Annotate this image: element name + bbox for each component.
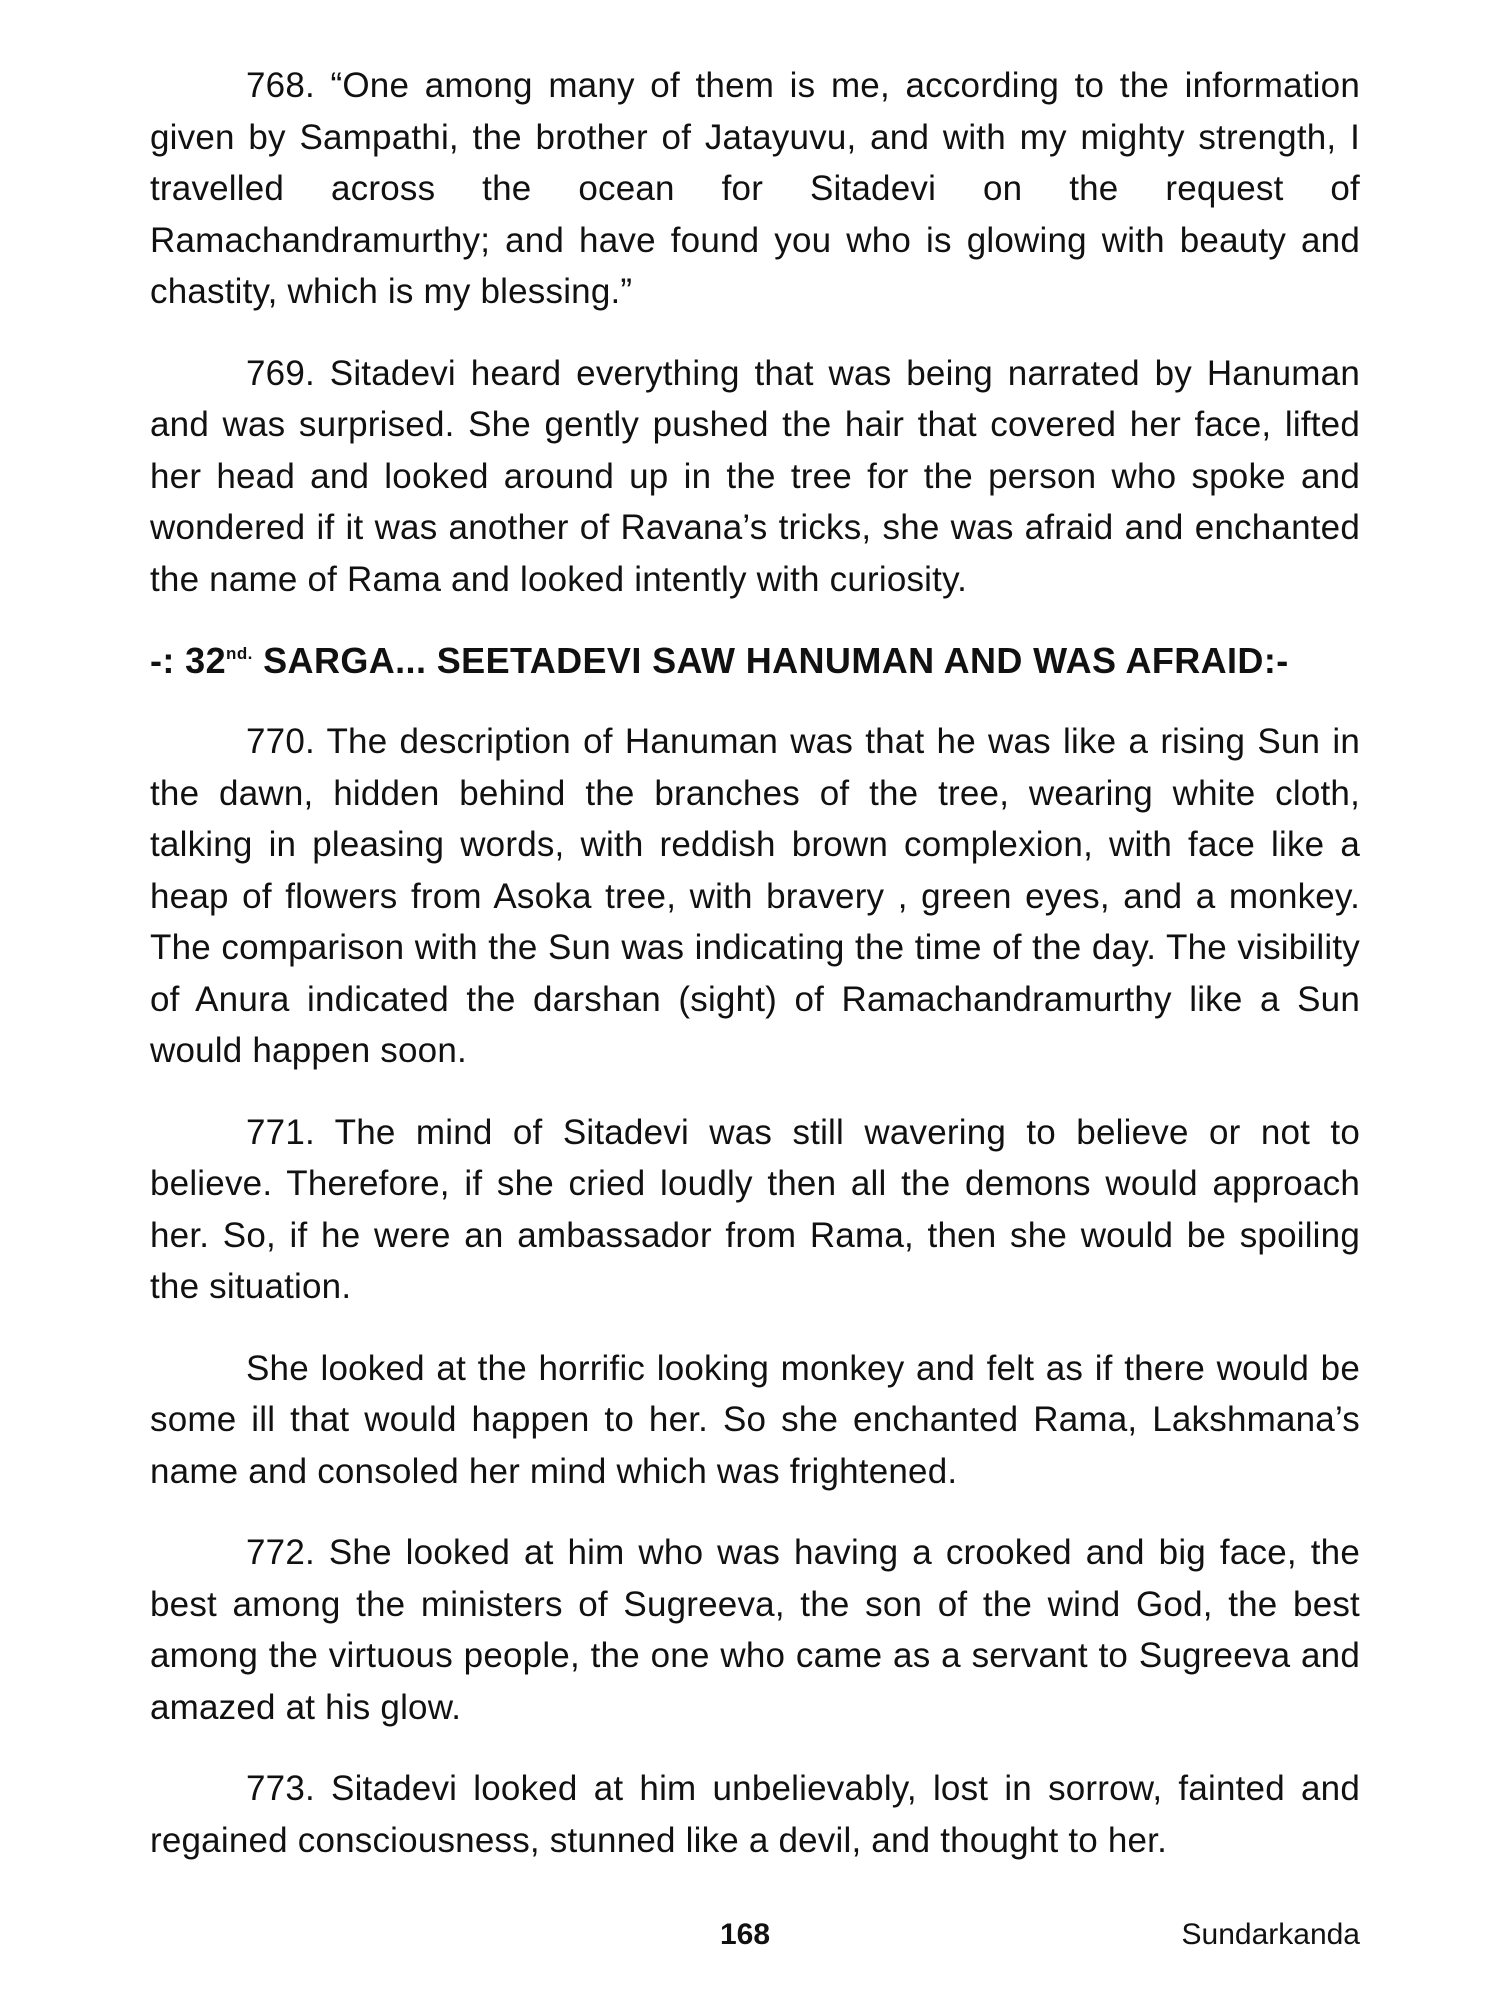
- sarga-heading: [150, 635, 1360, 686]
- paragraph-769: 769. Sitadevi heard everything that was being narrated by Hanuman and was surprised. She gently pushed the hair that covered her face, lifted her head and looked around up in the tree for the person who spoke and wondered if it was another of Ravana’s tricks, she was afraid and enchanted the name of Rama and looked intently with curiosity.: [150, 353, 1360, 599]
- heading-superscript: nd.: [226, 644, 253, 663]
- book-title: Sundarkanda: [1181, 1918, 1360, 1951]
- paragraph-771: 771. The mind of Sitadevi was still wavering to believe or not to believe. Therefore, if she cried loudly then all the demons would approach her. So, if he were an ambassador from Rama, then she would be spoiling the situation.: [150, 1112, 1360, 1306]
- paragraph-773: 773. Sitadevi looked at him unbelievably, lost in sorrow, fainted and regained consciousness, stunned like a devil, and thought to her.: [150, 1769, 1360, 1860]
- page-body: [150, 60, 1360, 1866]
- page-footer: [150, 1918, 1360, 1962]
- page-number: 168: [720, 1918, 771, 1951]
- paragraph-771-continued: She looked at the horrific looking monkey and felt as if there would be some ill that would happen to her. So she enchanted Rama, Lakshmana’s name and consoled her mind which was frightened.: [150, 1348, 1360, 1491]
- heading-text: SARGA... SEETADEVI SAW HANUMAN AND WAS AFRAID:-: [252, 640, 1289, 681]
- paragraph-772: 772. She looked at him who was having a crooked and big face, the best among the ministers of Sugreeva, the son of the wind God, the best among the virtuous people, the one who came as a servant to Sugreeva and amazed at his glow.: [150, 1533, 1360, 1727]
- paragraph-770: 770. The description of Hanuman was that he was like a rising Sun in the dawn, hidden behind the branches of the tree, wearing white cloth, talking in pleasing words, with reddish brown complexion, with face like a heap of flowers from Asoka tree, with bravery , green eyes, and a monkey. The comparison with the Sun was indicating the time of the day. The visibility of Anura indicated the darshan (sight) of Ramachandramurthy like a Sun would happen soon.: [150, 722, 1360, 1070]
- paragraph-768: 768. “One among many of them is me, according to the information given by Sampathi, the brother of Jatayuvu, and with my mighty strength, I travelled across the ocean for Sitadevi on the request of Ramachandramurthy; and have found you who is glowing with beauty and chastity, which is my blessing.”: [150, 66, 1360, 311]
- heading-prefix: -: 32: [150, 640, 227, 681]
